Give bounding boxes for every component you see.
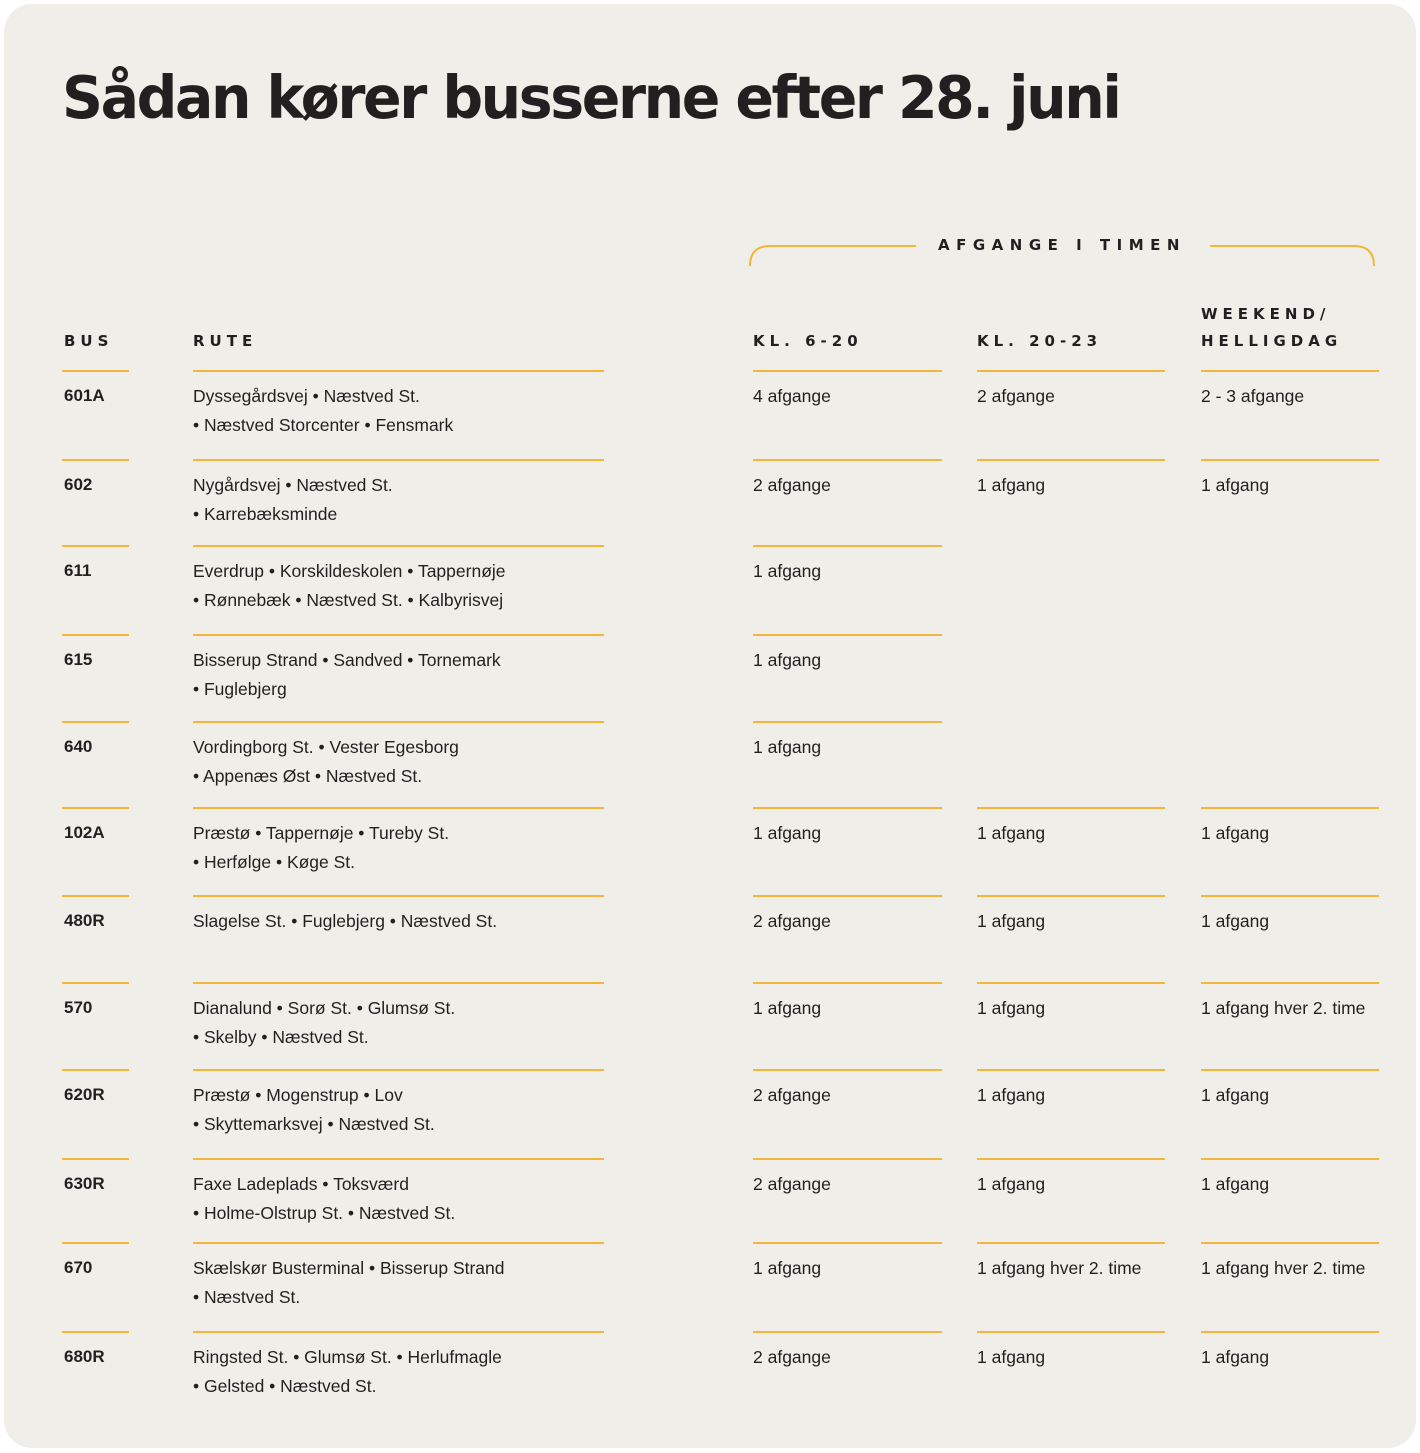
- departures-evening: 1 afgang: [977, 1085, 1046, 1105]
- row-divider: [753, 370, 942, 372]
- route-stops: [193, 1081, 613, 1139]
- route-line: • Næstved Storcenter • Fensmark: [193, 415, 454, 435]
- route-line: Ringsted St. • Glumsø St. • Herlufmagle: [193, 1347, 502, 1367]
- row-divider: [193, 1158, 604, 1160]
- departures-day: 2 afgange: [753, 1174, 831, 1194]
- row-divider: [193, 459, 604, 461]
- departures-day: 2 afgange: [753, 1085, 831, 1105]
- row-divider: [1201, 370, 1379, 372]
- departures-weekend: 2 - 3 afgange: [1201, 386, 1305, 406]
- row-divider: [62, 370, 129, 372]
- departures-weekend: 1 afgang: [1201, 1347, 1270, 1367]
- route-line: • Karrebæksminde: [193, 504, 338, 524]
- route-stops: [193, 471, 613, 529]
- row-divider: [1201, 1158, 1379, 1160]
- departures-day: 1 afgang: [753, 737, 822, 757]
- row-divider: [753, 1242, 942, 1244]
- route-stops: [193, 382, 613, 440]
- departures-day: 2 afgange: [753, 1347, 831, 1367]
- row-divider: [62, 807, 129, 809]
- row-divider: [62, 1331, 129, 1333]
- row-divider: [977, 807, 1165, 809]
- route-line: • Skyttemarksvej • Næstved St.: [193, 1114, 435, 1134]
- route-stops: [193, 646, 613, 704]
- row-divider: [753, 545, 942, 547]
- row-divider: [62, 1158, 129, 1160]
- row-divider: [193, 721, 604, 723]
- row-divider: [62, 634, 129, 636]
- departures-day: 2 afgange: [753, 911, 831, 931]
- bus-number: 680R: [64, 1347, 105, 1366]
- route-line: Vordingborg St. • Vester Egesborg: [193, 737, 459, 757]
- row-divider: [977, 982, 1165, 984]
- bus-number: 615: [64, 650, 93, 669]
- route-stops: [193, 994, 613, 1052]
- column-header-weekend: WEEKEND/ HELLIGDAG: [1201, 305, 1343, 350]
- row-divider: [193, 634, 604, 636]
- bus-number: 670: [64, 1258, 93, 1277]
- bus-number: 640: [64, 737, 93, 756]
- row-divider: [62, 1242, 129, 1244]
- column-header-evening: KL. 20-23: [977, 332, 1103, 350]
- departures-evening: 1 afgang hver 2. time: [977, 1258, 1142, 1278]
- column-header-route: RUTE: [193, 332, 258, 350]
- departures-evening: 1 afgang: [977, 823, 1046, 843]
- row-divider: [1201, 895, 1379, 897]
- row-divider: [753, 1158, 942, 1160]
- route-line: • Gelsted • Næstved St.: [193, 1376, 377, 1396]
- row-divider: [977, 459, 1165, 461]
- row-divider: [977, 1242, 1165, 1244]
- row-divider: [62, 459, 129, 461]
- route-line: • Skelby • Næstved St.: [193, 1027, 369, 1047]
- departures-day: 1 afgang: [753, 561, 822, 581]
- route-line: Everdrup • Korskildeskolen • Tappernøje: [193, 561, 506, 581]
- departures-weekend: 1 afgang: [1201, 911, 1270, 931]
- departures-weekend: 1 afgang: [1201, 823, 1270, 843]
- row-divider: [977, 895, 1165, 897]
- departures-weekend: 1 afgang hver 2. time: [1201, 1258, 1366, 1278]
- row-divider: [753, 459, 942, 461]
- bus-number: 102A: [64, 823, 105, 842]
- timetable-card: [4, 4, 1416, 1448]
- route-line: Præstø • Mogenstrup • Lov: [193, 1085, 403, 1105]
- departures-evening: 1 afgang: [977, 911, 1046, 931]
- departures-day: 4 afgange: [753, 386, 831, 406]
- route-stops: [193, 557, 613, 615]
- row-divider: [753, 1069, 942, 1071]
- departures-day: 2 afgange: [753, 475, 831, 495]
- row-divider: [753, 982, 942, 984]
- row-divider: [1201, 1242, 1379, 1244]
- route-line: Nygårdsvej • Næstved St.: [193, 475, 393, 495]
- row-divider: [753, 895, 942, 897]
- route-stops: [193, 1170, 613, 1228]
- row-divider: [977, 1158, 1165, 1160]
- bus-number: 602: [64, 475, 93, 494]
- departures-day: 1 afgang: [753, 650, 822, 670]
- row-divider: [62, 982, 129, 984]
- route-line: Slagelse St. • Fuglebjerg • Næstved St.: [193, 911, 498, 931]
- row-divider: [753, 634, 942, 636]
- row-divider: [977, 370, 1165, 372]
- route-line: • Rønnebæk • Næstved St. • Kalbyrisvej: [193, 590, 504, 610]
- row-divider: [193, 370, 604, 372]
- route-stops: [193, 1343, 613, 1401]
- row-divider: [1201, 1331, 1379, 1333]
- bus-number: 620R: [64, 1085, 105, 1104]
- bus-number: 480R: [64, 911, 105, 930]
- row-divider: [193, 1242, 604, 1244]
- row-divider: [1201, 807, 1379, 809]
- route-line: • Fuglebjerg: [193, 679, 287, 699]
- route-stops: [193, 907, 613, 936]
- row-divider: [62, 721, 129, 723]
- route-line: Skælskør Busterminal • Bisserup Strand: [193, 1258, 505, 1278]
- row-divider: [753, 721, 942, 723]
- row-divider: [1201, 459, 1379, 461]
- row-divider: [193, 895, 604, 897]
- row-divider: [753, 807, 942, 809]
- route-line: Dyssegårdsvej • Næstved St.: [193, 386, 420, 406]
- row-divider: [193, 1069, 604, 1071]
- bus-number: 611: [64, 561, 92, 580]
- route-line: • Holme-Olstrup St. • Næstved St.: [193, 1203, 456, 1223]
- route-stops: [193, 819, 613, 877]
- departures-evening: 2 afgange: [977, 386, 1055, 406]
- row-divider: [62, 545, 129, 547]
- departures-day: 1 afgang: [753, 823, 822, 843]
- route-line: Bisserup Strand • Sandved • Tornemark: [193, 650, 501, 670]
- route-stops: [193, 733, 613, 791]
- row-divider: [977, 1331, 1165, 1333]
- route-line: Præstø • Tappernøje • Tureby St.: [193, 823, 450, 843]
- bus-number: 630R: [64, 1174, 105, 1193]
- row-divider: [62, 895, 129, 897]
- departures-weekend: 1 afgang: [1201, 1085, 1270, 1105]
- row-divider: [753, 1331, 942, 1333]
- route-line: • Herfølge • Køge St.: [193, 852, 356, 872]
- page-title: Sådan kører busserne efter 28. juni: [62, 63, 1120, 132]
- departures-day: 1 afgang: [753, 1258, 822, 1278]
- route-stops: [193, 1254, 613, 1312]
- column-header-bus: BUS: [64, 332, 114, 350]
- route-line: • Appenæs Øst • Næstved St.: [193, 766, 423, 786]
- departures-weekend: 1 afgang: [1201, 1174, 1270, 1194]
- row-divider: [62, 1069, 129, 1071]
- route-line: Faxe Ladeplads • Toksværd: [193, 1174, 409, 1194]
- departures-evening: 1 afgang: [977, 475, 1046, 495]
- bus-number: 601A: [64, 386, 105, 405]
- row-divider: [193, 1331, 604, 1333]
- departures-weekend: 1 afgang hver 2. time: [1201, 998, 1366, 1018]
- row-divider: [193, 807, 604, 809]
- departures-evening: 1 afgang: [977, 1347, 1046, 1367]
- column-header-day: KL. 6-20: [753, 332, 863, 350]
- row-divider: [193, 982, 604, 984]
- route-line: • Næstved St.: [193, 1287, 301, 1307]
- row-divider: [193, 545, 604, 547]
- departures-weekend: 1 afgang: [1201, 475, 1270, 495]
- row-divider: [1201, 982, 1379, 984]
- departures-evening: 1 afgang: [977, 1174, 1046, 1194]
- row-divider: [1201, 1069, 1379, 1071]
- bus-number: 570: [64, 998, 93, 1017]
- route-line: Dianalund • Sorø St. • Glumsø St.: [193, 998, 456, 1018]
- row-divider: [977, 1069, 1165, 1071]
- group-header-departures-per-hour: AFGANGE I TIMEN: [938, 236, 1186, 254]
- departures-evening: 1 afgang: [977, 998, 1046, 1018]
- departures-day: 1 afgang: [753, 998, 822, 1018]
